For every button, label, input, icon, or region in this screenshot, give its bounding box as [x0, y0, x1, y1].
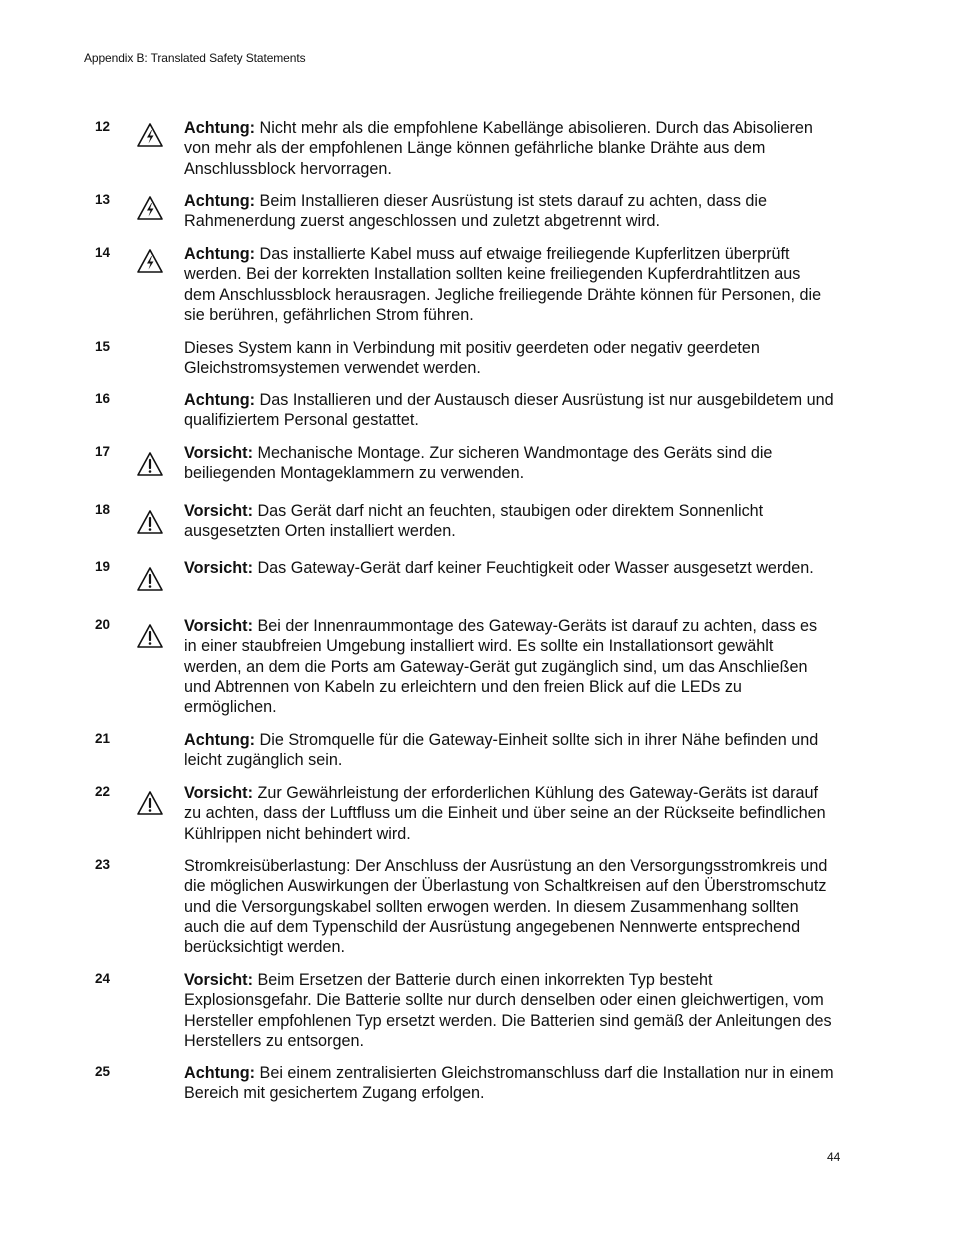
warning-icon	[136, 790, 164, 816]
statement-number: 23	[95, 857, 111, 872]
statement-number: 19	[95, 559, 111, 574]
statement-label: Vorsicht:	[184, 617, 253, 635]
statement-number: 16	[95, 391, 111, 406]
statement-text	[184, 616, 834, 717]
statement-text	[184, 338, 834, 379]
statement-body: Dieses System kann in Verbindung mit positiv geerdeten oder negativ geerdeten Gleichstromsystemen verwendet werden.	[184, 339, 760, 378]
statement-label: Vorsicht:	[184, 502, 253, 520]
statement-number: 22	[95, 784, 111, 799]
statement-body: Nicht mehr als die empfohlene Kabellänge abisolieren. Durch das Abisolieren von mehr als der empfohlenen Länge können gefährliche blanke Drähte aus dem Anschlussblock hervorragen.	[184, 119, 813, 178]
statement-label: Achtung:	[184, 192, 256, 210]
statement-body: Bei der Innenraummontage des Gateway-Geräts ist darauf zu achten, dass es in einer staubfreien Umgebung installiert wird. Es sollte ein Installationsort gewählt werden, an dem die Ports am Gateway-Gerät gut zugänglich sind, um das Anschließen und Abtrennen von Kabeln zu erleichtern und den freien Blick auf die LEDs zu ermöglichen.	[184, 617, 818, 717]
statement-text	[184, 390, 834, 431]
statement-text	[184, 970, 834, 1051]
page-number: 44	[827, 1150, 841, 1164]
warning-icon	[136, 509, 164, 535]
statement-body: Zur Gewährleistung der erforderlichen Kühlung des Gateway-Geräts ist darauf zu achten, dass der Luftfluss um die Einheit und über seine an der Rückseite befindlichen Kühlrippen nicht behindert wird.	[184, 784, 826, 843]
statement-label: Achtung:	[184, 391, 256, 409]
statement-body: Das installierte Kabel muss auf etwaige freiliegende Kupferlitzen überprüft werden. Bei der korrekten Installation sollten keine freiliegenden Kupferdrahtlitzen aus dem Anschlussblock herausragen. Jegliche freiliegende Drähte können für Personen, die sie berühren, gefährlichen Strom führen.	[184, 245, 822, 324]
statement-number: 13	[95, 192, 111, 207]
statement-label: Vorsicht:	[184, 784, 253, 802]
statement-number: 15	[95, 339, 111, 354]
statement-body: Beim Installieren dieser Ausrüstung ist stets darauf zu achten, dass die Rahmenerdung zuerst angeschlossen und zuletzt abgetrennt wird.	[184, 192, 768, 231]
statement-text	[184, 783, 834, 844]
statement-body: Das Gerät darf nicht an feuchten, staubigen oder direktem Sonnenlicht ausgesetzten Orten installiert werden.	[184, 502, 764, 541]
statement-text	[184, 191, 834, 232]
statement-label: Achtung:	[184, 1064, 256, 1082]
statement-label: Vorsicht:	[184, 444, 253, 462]
statement-body: Bei einem zentralisierten Gleichstromanschluss darf die Installation nur in einem Bereich mit gesichertem Zugang erfolgen.	[184, 1064, 834, 1103]
statement-body: Mechanische Montage. Zur sicheren Wandmontage des Geräts sind die beiliegenden Montageklammern zu verwenden.	[184, 444, 773, 483]
statement-text	[184, 118, 834, 179]
statement-body: Die Stromquelle für die Gateway-Einheit sollte sich in ihrer Nähe befinden und leicht zugänglich sein.	[184, 731, 819, 770]
statement-number: 21	[95, 731, 111, 746]
statement-label: Vorsicht:	[184, 559, 253, 577]
statement-number: 12	[95, 119, 111, 134]
statement-label: Vorsicht:	[184, 971, 253, 989]
running-header: Appendix B: Translated Safety Statements	[84, 51, 306, 65]
statement-body: Stromkreisüberlastung: Der Anschluss der Ausrüstung an den Versorgungsstromkreis und die möglichen Auswirkungen der Überlastung von Schaltkreisen auf den Überstromschutz und die Versorgungskabel sollten erwogen werden. In diesem Zusammenhang sollten auch die auf dem Typenschild der Ausrüstung angegebenen Nennwerte entsprechend berücksichtigt werden.	[184, 857, 828, 957]
statement-text	[184, 1063, 834, 1104]
statement-body: Das Gateway-Gerät darf keiner Feuchtigkeit oder Wasser ausgesetzt werden.	[252, 559, 814, 577]
warning-icon	[136, 623, 164, 649]
statement-text	[184, 856, 834, 957]
statement-number: 24	[95, 971, 111, 986]
statement-text	[184, 730, 834, 771]
statement-text	[184, 443, 834, 484]
warning-icon	[136, 451, 164, 477]
statement-body: Beim Ersetzen der Batterie durch einen inkorrekten Typ besteht Explosionsgefahr. Die Batterie sollte nur durch denselben oder einen gleichwertigen, vom Hersteller empfohlenen Typ ersetzt werden. Die Batterien sind gemäß der Anleitungen des Herstellers zu entsorgen.	[184, 971, 832, 1050]
electrical-hazard-icon	[136, 122, 164, 148]
warning-icon	[136, 566, 164, 592]
electrical-hazard-icon	[136, 248, 164, 274]
statement-label: Achtung:	[184, 119, 256, 137]
statement-body: Das Installieren und der Austausch dieser Ausrüstung ist nur ausgebildetem und qualifiziertem Personal gestattet.	[184, 391, 834, 430]
statement-number: 14	[95, 245, 111, 260]
statement-number: 25	[95, 1064, 111, 1079]
statement-text	[184, 501, 834, 542]
electrical-hazard-icon	[136, 195, 164, 221]
statement-label: Achtung:	[184, 731, 256, 749]
statement-number: 17	[95, 444, 111, 459]
statement-number: 18	[95, 502, 111, 517]
statement-text	[184, 244, 834, 325]
statement-label: Achtung:	[184, 245, 256, 263]
statement-number: 20	[95, 617, 111, 632]
statement-text	[184, 558, 834, 578]
